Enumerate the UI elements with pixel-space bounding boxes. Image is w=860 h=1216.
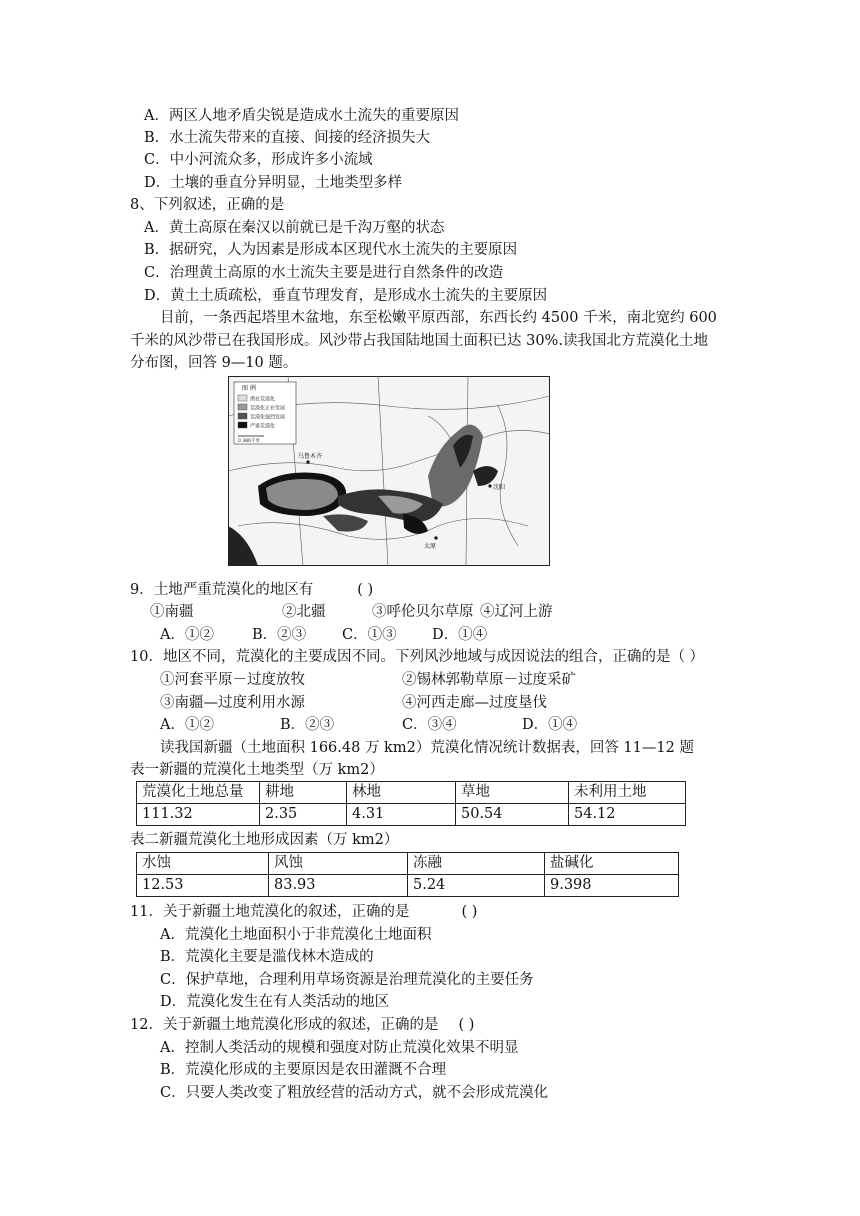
passage-line-2: 千米的风沙带已在我国形成。风沙带占我国陆地国土面积已达 30%.读我国北方荒漠化土地 — [130, 333, 708, 349]
table2 — [136, 852, 679, 897]
scale-label: 0 380千米 — [238, 439, 260, 444]
q9-options — [160, 625, 488, 645]
q9-item-3: ③呼伦贝尔草原 — [372, 604, 474, 620]
city-label-shenyang: 沈阳 — [493, 484, 506, 491]
q8-option-d: D．黄土土质疏松，垂直节理发育，是形成水土流失的主要原因 — [144, 288, 548, 304]
legend-label-strong: 荒漠化强烈发展 — [250, 414, 286, 421]
table1-header-cell: 耕地 — [260, 782, 347, 804]
city-dot-taiyuan — [434, 536, 437, 539]
table1-header-row — [137, 782, 686, 804]
city-dot-shenyang — [488, 484, 491, 487]
q11-option-a: A．荒漠化土地面积小于非荒漠化土地面积 — [160, 927, 432, 943]
q9-option-b: B．②③ — [252, 627, 307, 643]
legend-swatch-potential — [238, 395, 247, 401]
q8-option-b: B．据研究，人为因素是形成本区现代水土流失的主要原因 — [144, 242, 518, 258]
q12-option-a: A．控制人类活动的规模和强度对防止荒漠化效果不明显 — [160, 1040, 519, 1056]
q10-option-d: D．①④ — [522, 717, 578, 733]
q7-option-b: B．水土流失带来的直接、间接的经济损失大 — [144, 130, 431, 146]
legend-swatch-strong — [238, 413, 247, 419]
table2-cell: 12.53 — [137, 875, 269, 897]
q10-item-4: ④河西走廊—过度垦伐 — [402, 695, 547, 711]
q7-option-d: D．土壤的垂直分异明显，土地类型多样 — [144, 175, 403, 191]
city-label-urumqi: 乌鲁木齐 — [298, 453, 323, 460]
q9-item-4: ④辽河上游 — [480, 604, 553, 620]
table1-header-cell: 林地 — [347, 782, 456, 804]
table1-cell: 2.35 — [260, 804, 347, 826]
legend-label-potential: 潜在荒漠化 — [250, 396, 276, 403]
q8-stem: 8、下列叙述，正确的是 — [130, 197, 285, 213]
q10-options — [160, 715, 578, 735]
q9-item-1: ①南疆 — [150, 604, 194, 620]
table1 — [136, 781, 686, 826]
table2-caption: 表二新疆荒漠化土地形成因素（万 km2） — [130, 832, 399, 848]
table1-cell: 111.32 — [137, 804, 260, 826]
q10-item-2: ②锡林郭勒草原－过度采矿 — [402, 672, 576, 688]
table1-cell: 54.12 — [569, 804, 686, 826]
table2-cell: 83.93 — [269, 875, 408, 897]
q9-option-d: D．①④ — [432, 627, 488, 643]
table2-cell: 9.398 — [545, 875, 679, 897]
table1-data-row — [137, 804, 686, 826]
q10-option-c: C．③④ — [402, 717, 457, 733]
table2-header-cell: 盐碱化 — [545, 853, 679, 875]
q11-option-b: B．荒漠化主要是滥伐林木造成的 — [160, 949, 374, 965]
city-dot-urumqi — [306, 460, 309, 463]
table1-header-cell: 荒漠化土地总量 — [137, 782, 260, 804]
q7-option-a: A．两区人地矛盾尖锐是造成水土流失的重要原因 — [144, 108, 459, 124]
tarim-desert-inner — [266, 479, 338, 510]
q12-stem: 12．关于新疆土地荒漠化形成的叙述，正确的是 ( ) — [130, 1017, 475, 1033]
q8-option-c: C．治理黄土高原的水土流失主要是进行自然条件的改造 — [144, 265, 504, 281]
passage-line-3: 分布图，回答 9—10 题。 — [130, 355, 298, 371]
q10-option-a: A．①② — [160, 717, 214, 733]
legend-swatch-developing — [238, 404, 247, 410]
table2-header-cell: 风蚀 — [269, 853, 408, 875]
table2-cell: 5.24 — [408, 875, 545, 897]
q10-item-3: ③南疆—过度利用水源 — [160, 695, 305, 711]
q11-12-intro: 读我国新疆（土地面积 166.48 万 km2）荒漠化情况统计数据表，回答 11—12 题 — [160, 740, 694, 756]
q12-option-c: C．只要人类改变了粗放经营的活动方式，就不会形成荒漠化 — [160, 1085, 549, 1101]
q8-option-a: A．黄土高原在秦汉以前就已是千沟万壑的状态 — [144, 220, 445, 236]
q11-option-d: D．荒漠化发生在有人类活动的地区 — [160, 994, 390, 1010]
q9-stem: 9．土地严重荒漠化的地区有 ( ) — [130, 582, 374, 598]
q7-option-c: C．中小河流众多，形成许多小流域 — [144, 152, 373, 168]
table1-header-cell: 未利用土地 — [569, 782, 686, 804]
table2-data-row — [137, 875, 679, 897]
q12-answer-paren: ( ) — [458, 1017, 475, 1033]
q9-answer-paren: ( ) — [357, 582, 374, 598]
legend-title: 图 例 — [242, 385, 256, 392]
q11-option-c: C．保护草地，合理利用草场资源是治理荒漠化的主要任务 — [160, 972, 534, 988]
q11-answer-paren: ( ) — [461, 904, 478, 920]
city-label-taiyuan: 太原 — [424, 543, 437, 550]
desertification-map — [228, 376, 550, 566]
passage-line-1: 目前，一条西起塔里木盆地，东至松嫩平原西部，东西长约 4500 千米，南北宽约 600 — [160, 310, 717, 326]
table1-caption: 表一新疆的荒漠化土地类型（万 km2） — [130, 762, 384, 778]
q9-option-c: C．①③ — [342, 627, 397, 643]
table2-header-cell: 冻融 — [408, 853, 545, 875]
table1-header-cell: 草地 — [456, 782, 569, 804]
table1-cell: 4.31 — [347, 804, 456, 826]
table2-header-row — [137, 853, 679, 875]
q10-option-b: B．②③ — [280, 717, 335, 733]
q10-item-1: ①河套平原－过度放牧 — [160, 672, 305, 688]
table1-cell: 50.54 — [456, 804, 569, 826]
table2-header-cell: 水蚀 — [137, 853, 269, 875]
q12-option-b: B．荒漠化形成的主要原因是农田灌溉不合理 — [160, 1062, 447, 1078]
legend-label-severe: 严重荒漠化 — [250, 423, 276, 430]
q9-items — [150, 602, 553, 622]
legend-swatch-severe — [238, 422, 247, 428]
q11-stem: 11．关于新疆土地荒漠化的叙述，正确的是 ( ) — [130, 904, 478, 920]
q9-item-2: ②北疆 — [282, 604, 326, 620]
q10-stem: 10．地区不同，荒漠化的主要成因不同。下列风沙地域与成因说法的组合，正确的是（ ） — [130, 649, 705, 665]
legend-label-developing: 荒漠化正在发展 — [250, 405, 286, 412]
q9-option-a: A．①② — [160, 627, 214, 643]
